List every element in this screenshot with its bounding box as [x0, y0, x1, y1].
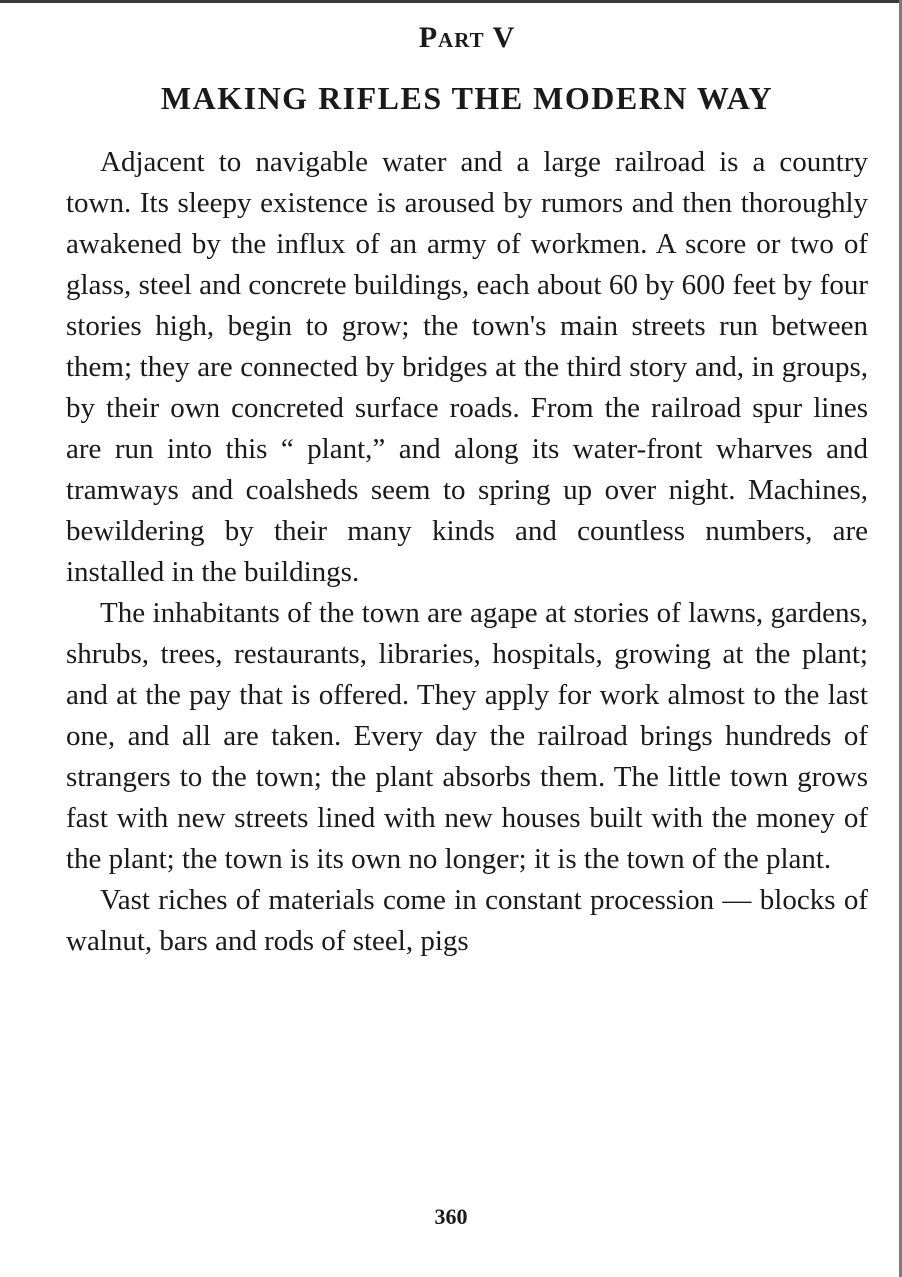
- part-label: Part V: [418, 21, 516, 54]
- body-text: [66, 142, 868, 962]
- page-edge-top: [0, 0, 902, 3]
- paragraph-1: Adjacent to navigable water and a large railroad is a country town. Its sleepy existence is aroused by rumors and then thoroughly awakened by the influx of an army of workmen. A score or two of glass, steel and concrete buildings, each about 60 by 600 feet by four stories high, begin to grow; the town's main streets run between them; they are connected by bridges at the third story and, in groups, by their own concreted surface roads. From the railroad spur lines are run into this “ plant,” and along its water-front wharves and tramways and coalsheds seem to spring up over night. Machines, bewildering by their many kinds and countless numbers, are installed in the buildings.: [66, 146, 868, 588]
- page-number: 360: [434, 1204, 468, 1229]
- book-page: [66, 18, 868, 962]
- chapter-title: MAKING RIFLES THE MODERN WAY: [160, 80, 774, 116]
- paragraph-2: The inhabitants of the town are agape at stories of lawns, gardens, shrubs, trees, restaurants, libraries, hospitals, growing at the plant; and at the pay that is offered. They apply for work almost to the last one, and all are taken. Every day the railroad brings hundreds of strangers to the town; the plant absorbs them. The little town grows fast with new streets lined with new houses built with the money of the plant; the town is its own no longer; it is the town of the plant.: [66, 597, 868, 875]
- paragraph-3: Vast riches of materials come in constant procession — blocks of walnut, bars and rods of steel, pigs: [66, 884, 868, 957]
